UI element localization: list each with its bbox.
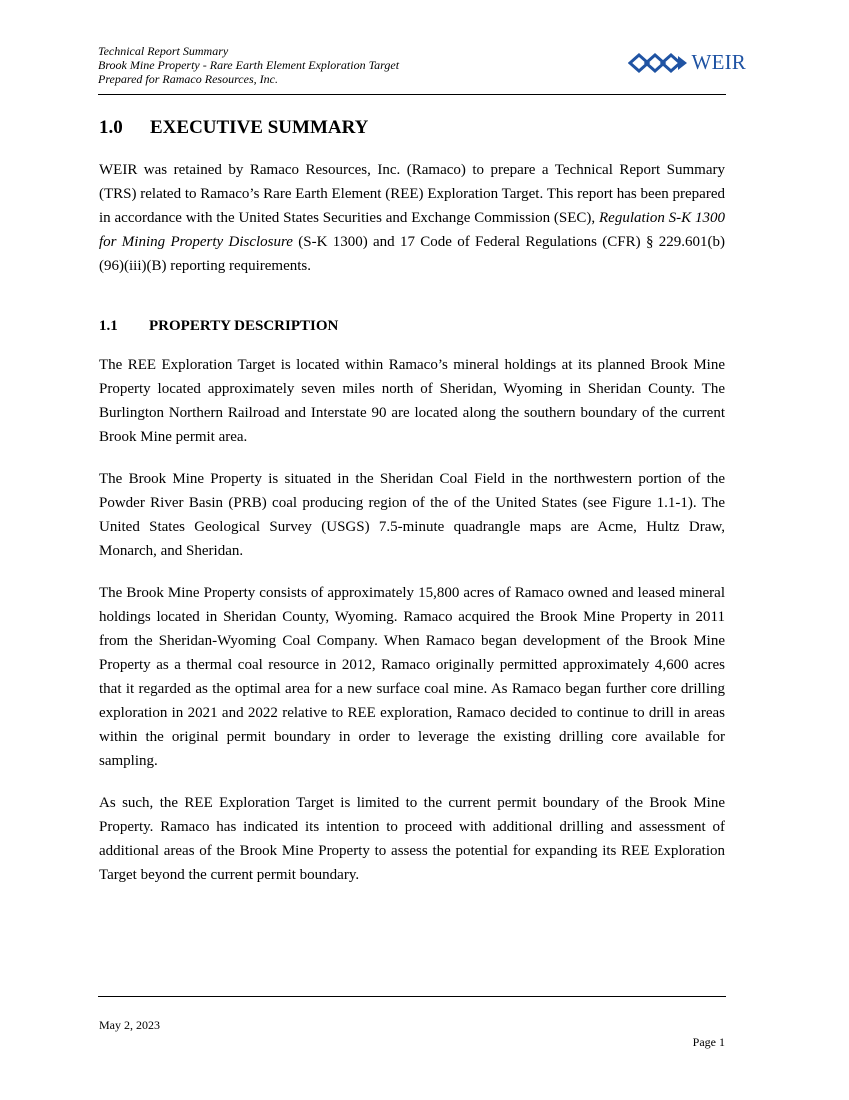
header-prepared-for: Prepared for Ramaco Resources, Inc.	[98, 72, 278, 86]
page-content	[99, 116, 725, 905]
header-text	[98, 44, 399, 86]
section-heading-executive-summary	[99, 116, 725, 140]
weir-logo-text: WEIR	[691, 50, 746, 74]
property-paragraph-3: The Brook Mine Property consists of approximately 15,800 acres of Ramaco owned and leased mineral holdings located in Sheridan County, Wyoming. Ramaco acquired the Brook Mine Property in 2011 from the Sheridan-Wyoming Coal Company. When Ramaco began development of the Brook Mine Property as a thermal coal resource in 2012, Ramaco originally permitted approximately 4,600 acres that it regarded as the optimal area for a new surface coal mine. As Ramaco began further core drilling exploration in 2021 and 2022 relative to REE exploration, Ramaco decided to continue to drill in areas within the original permit boundary in order to leverage the existing drilling core available for sampling.	[99, 585, 725, 769]
subsection-title: PROPERTY DESCRIPTION	[149, 318, 339, 334]
property-paragraph-4: As such, the REE Exploration Target is limited to the current permit boundary of the Brook Mine Property. Ramaco has indicated its intention to proceed with additional drilling and assessment of additional areas of the Brook Mine Property to assess the potential for expanding its REE Exploration Target beyond the current permit boundary.	[99, 795, 725, 883]
paragraph-text: (S-K 1300) and 17 Code of Federal Regulations (CFR) § 229.601(b)(96)(iii)(B) reporting requirements.	[99, 234, 725, 274]
paragraph-text: WEIR was retained by Ramaco Resources, Inc. (Ramaco) to prepare a Technical Report Summary (TRS) related to Ramaco’s Rare Earth Element (REE) Exploration Target. This report has been prepared in accordance with the United States Securities and Exchange Commission (SEC),	[99, 162, 725, 226]
subsection-number: 1.1	[99, 318, 118, 334]
section-heading-property-description	[99, 316, 725, 336]
header-project-title: Brook Mine Property - Rare Earth Element Exploration Target	[98, 58, 400, 72]
property-paragraph-2: The Brook Mine Property is situated in the Sheridan Coal Field in the northwestern portion of the Powder River Basin (PRB) coal producing region of the of the United States (see Figure 1.1-1). The United States Geological Survey (USGS) 7.5-minute quadrangle maps are Acme, Hultz Draw, Monarch, and Sheridan.	[99, 471, 725, 559]
regulation-title: Regulation S-K 1300 for Mining Property Disclosure	[99, 210, 725, 250]
page-header	[98, 44, 746, 95]
executive-summary-paragraph	[99, 158, 725, 278]
weir-logo	[628, 50, 746, 75]
footer-date: May 2, 2023	[99, 1018, 160, 1032]
page-number: Page 1	[692, 1035, 725, 1049]
footer-divider	[98, 996, 726, 997]
header-report-type: Technical Report Summary	[98, 44, 229, 58]
section-title: EXECUTIVE SUMMARY	[150, 117, 369, 138]
weir-diamonds-icon	[628, 52, 690, 74]
section-number: 1.0	[99, 117, 123, 138]
property-paragraph-1: The REE Exploration Target is located within Ramaco’s mineral holdings at its planned Brook Mine Property located approximately seven miles north of Sheridan, Wyoming in Sheridan County. The Burlington Northern Railroad and Interstate 90 are located along the southern boundary of the current Brook Mine permit area.	[99, 357, 725, 445]
